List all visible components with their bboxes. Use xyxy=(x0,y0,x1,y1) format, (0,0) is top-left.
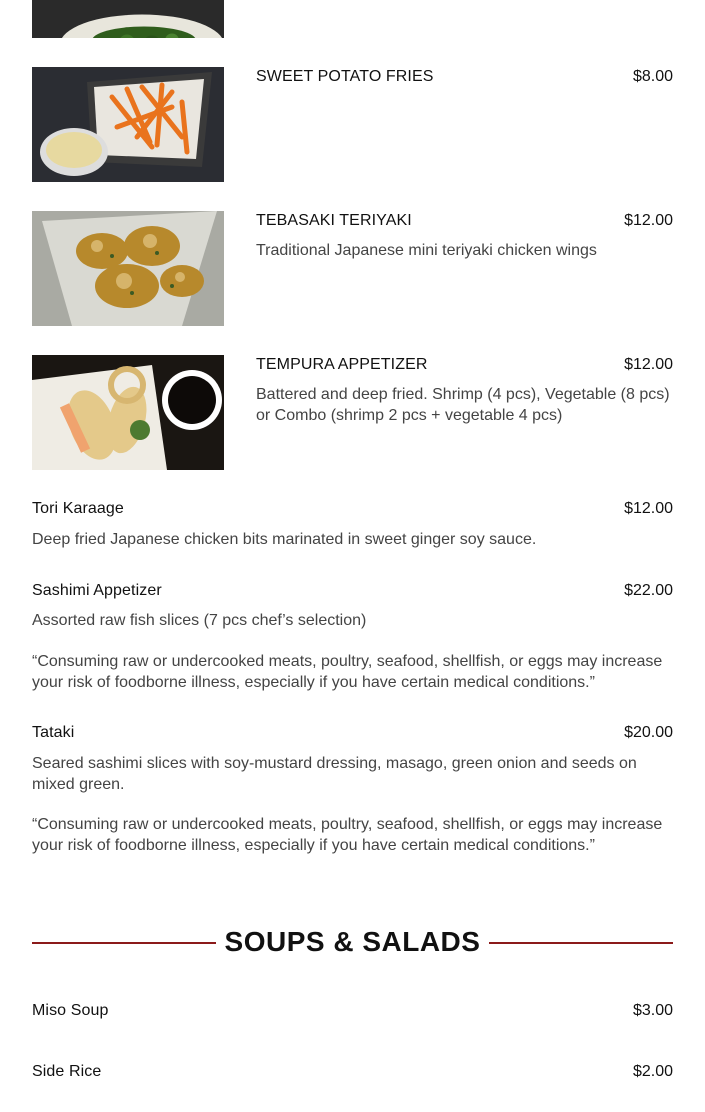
item-description: Assorted raw fish slices (7 pcs chef’s selection) xyxy=(32,612,367,629)
item-price: $12.00 xyxy=(624,356,673,373)
item-name: Side Rice xyxy=(32,1063,102,1080)
teriyaki-wings-photo-icon xyxy=(32,211,224,326)
item-name: Tori Karaage xyxy=(32,500,124,517)
item-photo xyxy=(32,211,224,326)
item-price: $12.00 xyxy=(624,500,673,517)
item-health-notice: “Consuming raw or undercooked meats, poultry, seafood, shellfish, or eggs may increase your risk of foodborne illness, especially if you have certain medical conditions.” xyxy=(32,653,663,691)
item-name: Miso Soup xyxy=(32,1002,109,1019)
item-name: TEBASAKI TERIYAKI xyxy=(256,212,412,229)
tempura-photo-icon xyxy=(32,355,224,470)
item-price: $20.00 xyxy=(624,724,673,741)
previous-item-photo xyxy=(32,0,224,38)
item-name: TEMPURA APPETIZER xyxy=(256,356,428,373)
section-heading xyxy=(32,924,673,964)
edamame-photo-icon xyxy=(32,0,224,38)
item-price: $3.00 xyxy=(632,1002,673,1019)
item-price: $8.00 xyxy=(632,68,673,85)
item-price: $12.00 xyxy=(624,212,673,229)
item-description: Seared sashimi slices with soy-mustard dressing, masago, green onion and seeds on mixed green. xyxy=(32,755,637,793)
section-title: SOUPS & SALADS xyxy=(224,926,481,957)
item-photo xyxy=(32,67,224,182)
item-name: Sashimi Appetizer xyxy=(32,582,162,599)
item-health-notice: “Consuming raw or undercooked meats, poultry, seafood, shellfish, or eggs may increase your risk of foodborne illness, especially if you have certain medical conditions.” xyxy=(32,816,663,854)
item-description: Deep fried Japanese chicken bits marinated in sweet ginger soy sauce. xyxy=(32,531,537,548)
sweet-potato-fries-photo-icon xyxy=(32,67,224,182)
item-name: SWEET POTATO FRIES xyxy=(256,68,434,85)
item-photo xyxy=(32,355,224,470)
item-description: Traditional Japanese mini teriyaki chicken wings xyxy=(256,242,597,259)
item-name: Tataki xyxy=(32,724,75,741)
item-price: $22.00 xyxy=(624,582,673,599)
item-description: Battered and deep fried. Shrimp (4 pcs), Vegetable (8 pcs) or Combo (shrimp 2 pcs + vegetable 4 pcs) xyxy=(256,386,670,424)
item-price: $2.00 xyxy=(632,1063,673,1080)
